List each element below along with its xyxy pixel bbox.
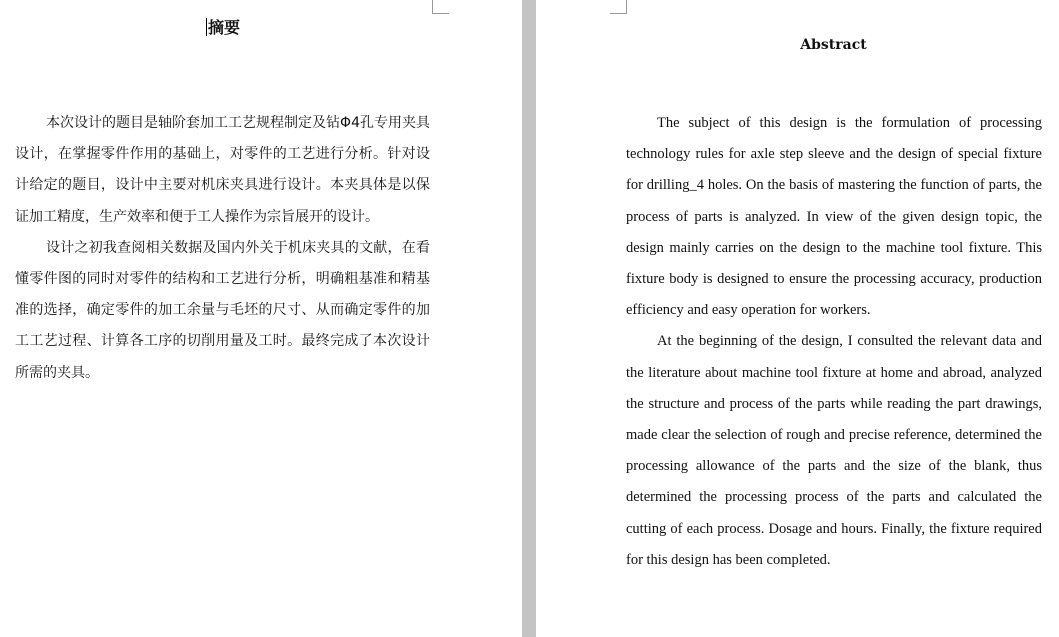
text-cursor-icon — [206, 18, 207, 36]
document-page-right[interactable] — [536, 0, 1059, 637]
english-abstract-body — [626, 108, 1042, 576]
chinese-abstract-body — [15, 108, 430, 389]
chinese-abstract-paragraph: 本次设计的题目是轴阶套加工工艺规程制定及钻Φ4孔专用夹具设计，在掌握零件作用的基础上，对零件的工艺进行分析。针对设计给定的题目，设计中主要对机床夹具进行设计。本夹具体是以保证加工精度，生产效率和便于工人操作为宗旨展开的设计。 — [15, 115, 430, 225]
chinese-abstract-title: 摘要 — [207, 18, 240, 37]
document-page-left[interactable] — [0, 0, 522, 637]
chinese-abstract-heading — [0, 17, 446, 39]
margin-corner-mark — [610, 0, 627, 14]
english-abstract-paragraph: The subject of this design is the formulation of processing technology rules for axle step sleeve and the design of special fixture for drilling_4 holes. On the basis of mastering the function of parts, the process of parts is analyzed. In view of the given design topic, the design mainly carries on the design to the machine tool fixture. This fixture body is designed to ensure the processing accuracy, production efficiency and easy operation for workers. — [626, 115, 1042, 319]
english-abstract-paragraph: At the beginning of the design, I consulted the relevant data and the literature about machine tool fixture at home and abroad, analyzed the structure and process of the parts while reading the part drawings, made clear the selection of rough and precise reference, determined the processing allowance of the parts and the size of the blank, thus determined the processing process of the parts and calculated the cutting of each process. Dosage and hours. Finally, the fixture required for this design has been completed. — [626, 333, 1042, 568]
english-abstract-title: Abstract — [800, 37, 867, 53]
margin-corner-mark — [432, 0, 449, 14]
chinese-abstract-paragraph: 设计之初我查阅相关数据及国内外关于机床夹具的文献，在看懂零件图的同时对零件的结构和工艺进行分析，明确粗基准和精基准的选择，确定零件的加工余量与毛坯的尺寸、从而确定零件的加工工艺过程、计算各工序的切削用量及工时。最终完成了本次设计所需的夹具。 — [15, 239, 430, 381]
